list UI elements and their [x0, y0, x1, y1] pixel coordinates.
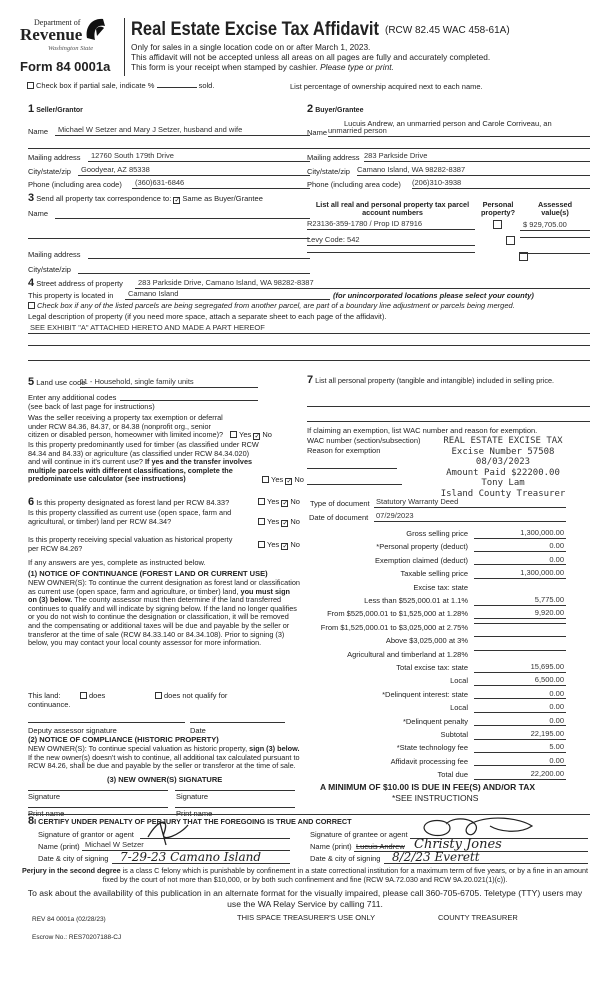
tax-row-label: From $525,000.01 to $1,525,000 at 1.28%	[327, 609, 468, 619]
tax-row-value[interactable]: 22,195.00	[474, 730, 566, 740]
tax-row-label: *Delinquent penalty	[402, 716, 468, 726]
deputy-date-label: Date	[190, 726, 206, 735]
see-instructions: *SEE INSTRUCTIONS	[392, 793, 479, 803]
seller-extra-line[interactable]	[28, 148, 310, 149]
exemption-yes-no: Yes ✓ No	[230, 431, 272, 440]
seller-city-field[interactable]: Goodyear, AZ 85338	[78, 166, 310, 176]
tax-row-value[interactable]: 0.00	[474, 556, 566, 566]
dor-swirl-icon	[83, 16, 107, 42]
tax-row-value[interactable]: 1,300,000.00	[474, 529, 566, 539]
assessed-value-field[interactable]	[520, 253, 590, 254]
timber-yes-checkbox[interactable]	[262, 476, 269, 483]
treasurer-use-label: THIS SPACE TREASURER'S USE ONLY	[237, 913, 376, 922]
county-treasurer-label: COUNTY TREASURER	[438, 913, 518, 922]
additional-codes-field[interactable]	[120, 400, 258, 401]
if-any-note: If any answers are yes, complete as instructed below.	[28, 558, 206, 567]
forest-q3-yes-no: Yes ✓ No	[258, 541, 300, 550]
forest-q3-no-checkbox[interactable]: ✓	[282, 543, 289, 550]
owner-print-label-2: Print name	[176, 809, 213, 818]
street-label: 4 Street address of property	[28, 277, 123, 289]
parcel-number-field[interactable]	[307, 252, 475, 253]
legal-label: Legal description of property (if you need more space, attach a separate sheet to each page of the affidavit).	[28, 312, 387, 321]
buyer-city-field[interactable]: Camano Island, WA 98282-8387	[357, 166, 590, 176]
forest-q2: Is this property classified as current use (open space, farm and agricultural, or timber) land per RCW 84.34?	[28, 508, 232, 526]
grantor-name-field[interactable]: Michael W Setzer	[82, 841, 290, 851]
partial-pct-field[interactable]	[157, 87, 197, 88]
corr-name-field[interactable]	[55, 218, 310, 219]
forest-q3-yes-checkbox[interactable]	[258, 541, 265, 548]
personal-property-checkbox[interactable]	[493, 220, 502, 229]
tax-row-label: Subtotal	[440, 730, 468, 739]
tax-row-label: Less than $525,000.01 at 1.1%	[364, 596, 468, 605]
doc-type-label: Type of document	[310, 499, 370, 508]
grantee-date-handwritten: 8/2/23 Everett	[392, 850, 480, 864]
parcel-number-field[interactable]: R23136-359-1780 / Prop ID 87916	[307, 220, 475, 230]
street-field[interactable]: 283 Parkside Drive, Camano Island, WA 98282-8387	[135, 279, 590, 289]
grantee-signature-mark	[420, 816, 540, 838]
personal-line-1[interactable]	[307, 406, 590, 407]
grantee-name-label: Name (print)	[310, 842, 352, 851]
forest-q2-yes-checkbox[interactable]	[258, 518, 265, 525]
page-title: Real Estate Excise Tax Affidavit	[131, 18, 379, 40]
legal-description-field[interactable]: SEE EXHIBIT "A" ATTACHED HERETO AND MADE A PART HEREOF	[28, 324, 590, 334]
assessed-header: Assessed value(s)	[537, 200, 573, 218]
personal-property-checkbox[interactable]	[506, 236, 515, 245]
logo-dept: Department of	[34, 18, 81, 27]
additional-codes-label: Enter any additional codes	[28, 393, 117, 402]
land-use-field[interactable]: 11 - Household, single family units	[80, 378, 258, 388]
segregated-row: Check box if any of the listed parcels are being segregated from another parcel, are part of a boundary line adjustment or parcels being merged.	[28, 302, 515, 311]
tax-row-label: Gross selling price	[406, 529, 468, 538]
tax-row-value[interactable]: 0.00	[474, 703, 566, 713]
personal-line-2[interactable]	[307, 421, 590, 422]
grantor-sig-label: Signature of grantor or agent	[38, 830, 134, 839]
deputy-label: Deputy assessor signature	[28, 726, 117, 735]
buyer-name-line1: Lucuis Andrew, an unmarried person and Carole Corriveau, an	[344, 119, 552, 128]
seller-name-field[interactable]: Michael W Setzer and Mary J Setzer, husband and wife	[55, 126, 310, 136]
does-not-checkbox[interactable]	[155, 692, 162, 699]
revision-code: REV 84 0001a (02/28/23)	[32, 916, 106, 923]
exemption-question: Was the seller receiving a property tax exemption or deferral under RCW 84.36, 84.37, or 84.38 (nonprofit org., senior citizen or disabled person, homeowner with limited income)?	[28, 413, 224, 440]
buyer-name-label: Name	[307, 128, 328, 137]
seller-phone-label: Phone (including area code)	[28, 180, 122, 189]
owner-print-label-1: Print name	[28, 809, 65, 818]
corr-mail-label: Mailing address	[28, 250, 81, 259]
doc-type-field[interactable]: Statutory Warranty Deed	[374, 498, 566, 508]
reason-line-2[interactable]	[307, 484, 402, 485]
notice-compliance-title: (2) NOTICE OF COMPLIANCE (HISTORIC PROPERTY)	[28, 735, 219, 744]
logo-revenue: Revenue	[20, 25, 83, 44]
corr-name-label: Name	[28, 209, 49, 218]
logo-state: Washington State	[48, 45, 94, 52]
doc-date-field[interactable]: 07/29/2023	[374, 512, 566, 522]
does-option: does	[80, 692, 105, 701]
continuance-label: continuance.	[28, 700, 71, 709]
new-owner-signature-title: (3) NEW OWNER(S) SIGNATURE	[107, 775, 223, 784]
list-pct-note: List percentage of ownership acquired next to each name.	[290, 82, 483, 91]
does-checkbox[interactable]	[80, 692, 87, 699]
form-number: Form 84 0001a	[20, 59, 111, 74]
header-divider	[124, 18, 125, 76]
seller-heading: 1 Seller/Grantor	[28, 103, 83, 115]
minimum-notice: A MINIMUM OF $10.00 IS DUE IN FEE(S) AND/OR TAX	[320, 782, 536, 792]
tax-row-value[interactable]: 5.00	[474, 743, 566, 753]
tax-row-value[interactable]: 0.00	[474, 690, 566, 700]
this-land-row: This land:	[28, 691, 61, 700]
notice-compliance-text: NEW OWNER(S): To continue special valuation as historic property, sign (3) below. If the new owner(s) doesn't wish to continue, all additional tax calculated pursuant to RCW 84.26, shall be due and payable by the seller or transferor at the time of sale.	[28, 744, 300, 771]
exemption-label: If claiming an exemption, list WAC number and reason for exemption.	[307, 426, 538, 435]
corr-city-label: City/state/zip	[28, 265, 71, 274]
perjury-notice: Perjury in the second degree is a class C felony which is punishable by confinement in a state correctional institution for a maximum term of five years, or by a fine in an amount fixed by the court of not more than $10,000, or by both such confinement and fine (RCW 9A.72.030 and RCW 9A.20.021(1)(c)).	[21, 866, 589, 884]
tax-row-label: Excise tax: state	[413, 582, 468, 592]
tax-row-value[interactable]: 15,695.00	[474, 663, 566, 673]
buyer-mail-field[interactable]: 283 Parkside Drive	[364, 152, 590, 162]
buyer-phone-label: Phone (including area code)	[307, 180, 401, 189]
tax-row-label: Total due	[437, 770, 468, 780]
tax-row-label: Taxable selling price	[400, 569, 468, 579]
owner-signature-label-2: Signature	[176, 792, 209, 801]
buyer-city-label: City/state/zip	[307, 167, 350, 176]
tax-row-value[interactable]: 5,775.00	[474, 596, 566, 606]
grantee-sig-label: Signature of grantee or agent	[310, 830, 408, 839]
certify-heading: 8I CERTIFY UNDER PENALTY OF PERJURY THAT THE FOREGOING IS TRUE AND CORRECT	[28, 815, 352, 827]
segregated-checkbox[interactable]	[28, 302, 35, 309]
see-back-note: (see back of last page for instructions)	[28, 402, 155, 411]
personal-property-label: 7 List all personal property (tangible and intangible) included in selling price.	[307, 374, 555, 386]
grantee-name-handwritten: Christy Jones	[414, 837, 502, 852]
parcel-header: List all real and personal property tax parcel account numbers	[315, 200, 470, 218]
corr-city-field[interactable]	[78, 273, 310, 274]
notice-continuance-title: (1) NOTICE OF CONTINUANCE (FOREST LAND OR CURRENT USE)	[28, 569, 268, 578]
owner-print-line-1[interactable]	[28, 807, 168, 808]
timber-yes-no: Yes ✓ No	[262, 476, 304, 485]
legal-line-2[interactable]	[28, 345, 590, 346]
land-use-label: 5 Land use code	[28, 376, 86, 388]
grantor-name-label: Name (print)	[38, 842, 80, 851]
forest-q1-yes-checkbox[interactable]	[258, 498, 265, 505]
forest-q2-no-checkbox[interactable]: ✓	[282, 520, 289, 527]
tax-row-label: Exemption claimed (deduct)	[375, 555, 468, 565]
exemption-yes-checkbox[interactable]	[230, 431, 237, 438]
seller-mail-label: Mailing address	[28, 153, 81, 162]
timber-question: Is this property predominantly used for timber (as classified under RCW 84.34 and 84.33) or agriculture (as classified under RCW 84.34.020) and will continue in it's current use? If yes and the transfer involves multiple parcels with different classifications, complete the predominate use calculator (see instructions)	[28, 440, 259, 484]
seller-mail-field[interactable]: 12760 South 179th Drive	[88, 152, 310, 162]
owner-signature-line-2[interactable]	[175, 790, 295, 791]
buyer-heading: 2 Buyer/Grantee	[307, 103, 364, 115]
tax-row-value[interactable]: 9,920.00	[474, 609, 566, 619]
grantee-date-label: Date & city of signing	[310, 854, 381, 863]
personal-header: Personal property?	[480, 200, 516, 218]
tax-row-value[interactable]	[474, 650, 566, 651]
escrow-number: Escrow No.: RES70207188-CJ	[32, 934, 122, 941]
legal-line-3[interactable]	[28, 360, 590, 361]
seller-name-label: Name	[28, 127, 49, 136]
buyer-name-field[interactable]: unmarried person	[328, 127, 590, 137]
doc-date-label: Date of document	[309, 513, 369, 522]
grantee-name-struck: Lucuis Andrew	[356, 842, 405, 851]
owner-print-line-2[interactable]	[175, 807, 295, 808]
seller-phone-field[interactable]: (360)631-6846	[132, 179, 310, 189]
wac-label: WAC number (section/subsection)	[307, 436, 421, 445]
rcw-ref: (RCW 82.45 WAC 458-61A)	[385, 25, 510, 36]
seller-city-label: City/state/zip	[28, 167, 71, 176]
tax-row-label: Local	[450, 676, 468, 686]
tax-row-value[interactable]: 6,500.00	[474, 676, 566, 686]
owner-signature-label-1: Signature	[28, 792, 61, 801]
tax-row-value[interactable]: 0.00	[474, 542, 566, 552]
located-note: (for unincorporated locations please select your county)	[333, 291, 534, 300]
tax-row-label: *Delinquent interest: state	[382, 689, 468, 699]
notice-continuance-text: NEW OWNER(S): To continue the current designation as forest land or classification as current use (open space, farm and agriculture, or timber) land, you must sign on (3) below. The county assessor must then determine if the land transferred continues to qualify and will indicate by signing below. If the land no longer qualifies or you do not wish to continue the designation or classification, it will be removed and the compensating or additional taxes will be due and payable by the seller or transferor at the time of sale (RCW 84.33.140 or 84.34.108). Prior to signing (3) below, you may contact your local county assessor for more information.	[28, 578, 300, 648]
accessibility-notice: To ask about the availability of this publication in an alternate format for the visually impaired, please call 360-705-6705. Teletype (TTY) users may use the WA Relay Service by calling 711.	[27, 888, 583, 909]
reason-label: Reason for exemption	[307, 446, 381, 455]
forest-q3: Is this property receiving special valuation as historical property per RCW 84.26?	[28, 535, 233, 553]
forest-q1-yes-no: Yes ✓ No	[258, 498, 300, 507]
does-not-option: does not qualify for	[155, 692, 227, 701]
header-line-1: Only for sales in a single location code on or after March 1, 2023.	[131, 42, 371, 52]
tax-row-value[interactable]: 0.00	[474, 717, 566, 727]
located-field[interactable]: Camano Island	[125, 290, 330, 300]
grantor-date-label: Date & city of signing	[38, 854, 109, 863]
tax-row-label: Affidavit processing fee	[390, 756, 468, 766]
same-as-buyer-checkbox[interactable]: ✓	[174, 197, 181, 204]
exemption-no-checkbox[interactable]: ✓	[254, 433, 261, 440]
forest-q1: 6 Is this property designated as forest land per RCW 84.33?	[28, 496, 230, 508]
deputy-date-line[interactable]	[190, 722, 285, 723]
tax-row-label: Agricultural and timberland at 1.28%	[347, 649, 468, 659]
tax-row-label: Above $3,025,000 at 3%	[385, 636, 468, 646]
tax-row-label: *Personal property (deduct)	[376, 542, 468, 552]
forest-q2-yes-no: Yes ✓ No	[258, 518, 300, 527]
corr-heading: 3 Send all property tax correspondence to: ✓ Same as Buyer/Grantee	[28, 192, 263, 204]
tax-row-value[interactable]: 1,300,000.00	[474, 569, 566, 579]
timber-no-checkbox[interactable]: ✓	[286, 478, 293, 485]
buyer-phone-field[interactable]: (206)310-3938	[412, 179, 590, 189]
tax-row-value[interactable]	[474, 623, 566, 624]
assessed-value-field[interactable]: $ 929,705.00	[520, 221, 590, 231]
corr-mail-field[interactable]	[88, 258, 310, 259]
tax-row-value[interactable]	[474, 636, 566, 637]
tax-row-label: Local	[450, 703, 468, 713]
grantor-date-handwritten: 7-29-23 Camano Island	[120, 850, 262, 864]
forest-q1-no-checkbox[interactable]: ✓	[282, 500, 289, 507]
corr-extra-line[interactable]	[28, 238, 310, 239]
partial-sale-checkbox[interactable]	[27, 82, 34, 89]
partial-sale: Check box if partial sale, indicate % sold.	[27, 82, 214, 91]
reason-line-1[interactable]	[307, 468, 397, 469]
owner-signature-line-1[interactable]	[28, 790, 168, 791]
tax-row-label: *State technology fee	[396, 743, 468, 753]
buyer-extra-line[interactable]	[307, 148, 590, 149]
deputy-signature-line[interactable]	[28, 722, 185, 723]
tax-row-value[interactable]: 22,200.00	[474, 770, 566, 780]
treasurer-stamp: REAL ESTATE EXCISE TAX Excise Number 57508 08/03/2023 Amount Paid $22200.00 Tony Lam Island County Treasurer	[440, 436, 566, 499]
assessed-value-field[interactable]	[520, 237, 590, 238]
tax-row-label: Total excise tax: state	[396, 663, 468, 672]
tax-row-label: From $1,525,000.01 to $3,025,000 at 2.75%	[320, 622, 468, 632]
tax-row-value[interactable]: 0.00	[474, 757, 566, 767]
located-label: This property is located in	[28, 291, 114, 300]
parcel-number-field[interactable]: Levy Code: 542	[307, 236, 475, 246]
header-line-3: This form is your receipt when stamped by cashier. Please type or print.	[131, 62, 394, 72]
buyer-mail-label: Mailing address	[307, 153, 360, 162]
header-line-2: This affidavit will not be accepted unless all areas on all pages are fully and accurately completed.	[131, 52, 491, 62]
